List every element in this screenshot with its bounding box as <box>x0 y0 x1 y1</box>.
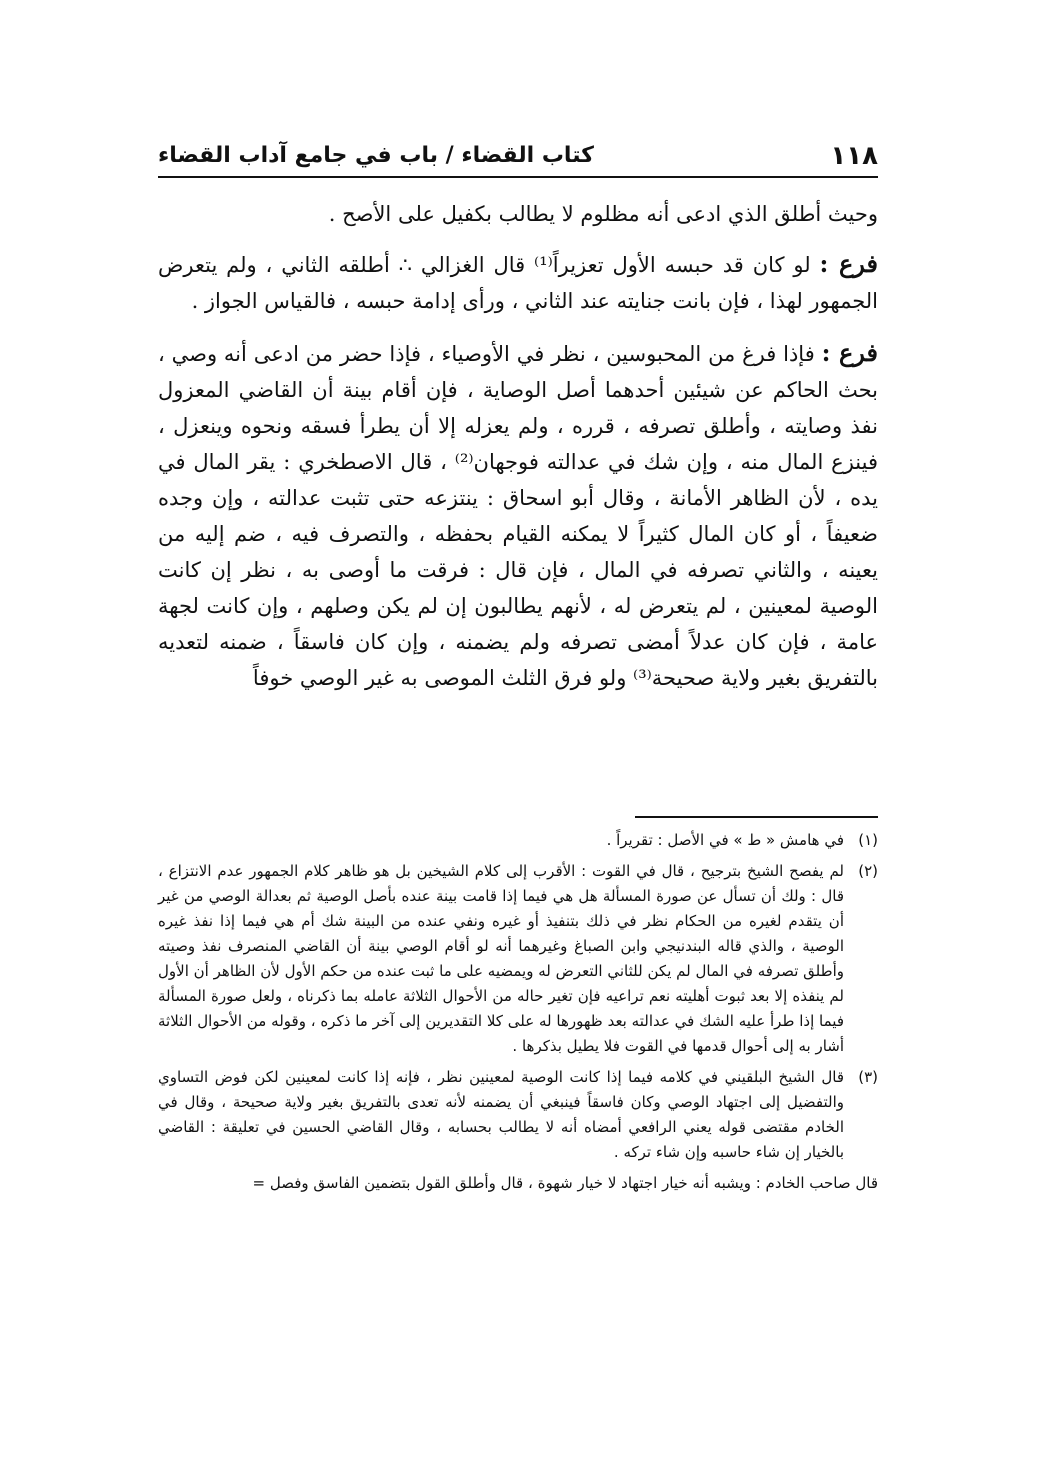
footnote-2-number: (٢) <box>858 862 878 880</box>
footnote-1-text: في هامش « ط » في الأصل : تقريراً . <box>606 831 844 849</box>
footnote-2-text: لم يفصح الشيخ بترجيح ، قال في القوت : الأقرب إلى كلام الشيخين بل هو ظاهر كلام الجمهور عدم الانتزاع ، قال : ولك أن تسأل عن صورة المسألة هل هي فيما إذا قامت بينة عنده بأصل الوصية ثم بعدالة الوصي من غير أن يتقدم لغيره من الحكام نظر في ذلك بتنفيذ أو غيره ونفي عنده من البينة شك أم هي فيما إذا نفذ غيره الوصية ، والذي قاله البندنيجي وابن الصباغ وغيرهما أنه لو أقام الوصي بينة أن القاضي المنصرف نفذ وصيته وأطلق تصرفه في المال لم يكن للثاني التعرض له ويمضيه على ما ثبت عنده من حكم الأول لأن الظاهر أن الأول لم ينفذه إلا بعد ثبوت أهليته نعم تراعيه فإن تغير حاله من الأحوال الثلاثة عامله بما ذكرناه ، ولعل صورة المسألة فيما إذا طرأ عليه الشك في عدالته بعد ظهورها له على كلا التقديرين إلى آخر ما ذكره ، وقوله من الأحوال الثلاثة أشار به إلى أحوال قدمها في القوت فلا يطيل بذكرها . <box>158 862 844 1055</box>
paragraph-2-term: فرع : <box>819 249 878 278</box>
footnote-1-number: (١) <box>858 831 878 849</box>
footnote-continuation: قال صاحب الخادم : ويشبه أنه خيار اجتهاد لا خيار شهوة ، قال وأطلق القول بتضمين الفاسق وفصل = <box>252 1174 878 1192</box>
footnote-1 <box>158 828 878 853</box>
footnote-3-number: (٣) <box>858 1068 878 1086</box>
paragraph-3 <box>158 335 878 696</box>
footnote-3 <box>158 1065 878 1165</box>
paragraph-2 <box>158 246 878 319</box>
footnote-3-text: قال الشيخ البلقيني في كلامه فيما إذا كانت الوصية لمعينين نظر ، فإنه إذا كانت لمعينين لكن فوض التساوي والتفضيل إلى اجتهاد الوصي وكان فاسقاً فينبغي أن يضمنه لأنه تعدى بالتفريق بغير ولاية صحيحة ، وقال في الخادم مقتضى قوله يعني الرافعي أمضاه أنه لا يطالب بحسابه ، وقال القاضي الحسين في تعليقة : القاضي بالخيار إن شاء حاسبه وإن شاء تركه . <box>158 1068 844 1161</box>
running-header <box>158 133 878 173</box>
footnotes <box>158 828 878 1196</box>
page-number: ١١٨ <box>830 141 878 171</box>
header-divider <box>158 176 878 178</box>
paragraph-1: وحيث أطلق الذي ادعى أنه مظلوم لا يطالب بكفيل على الأصح . <box>328 202 878 226</box>
paragraph-3-term: فرع : <box>821 338 879 367</box>
footnote-2 <box>158 859 878 1059</box>
main-text <box>158 196 878 712</box>
paragraph-2-text: لو كان قد حبسه الأول تعزيراً⁽¹⁾ قال الغزالي ∴ أطلقه الثاني ، ولم يتعرض الجمهور لهذا ، فإن بانت جنايته عند الثاني ، ورأى إدامة حبسه ، فالقياس الجواز . <box>158 253 878 313</box>
chapter-title: كتاب القضاء / باب في جامع آداب القضاء <box>158 143 594 168</box>
paragraph-3-text: فإذا فرغ من المحبوسين ، نظر في الأوصياء ، فإذا حضر من ادعى أنه وصي ، بحث الحاكم عن شيئين أحدهما أصل الوصاية ، فإن أقام بينة أن القاضي المعزول نفذ وصايته ، وأطلق تصرفه ، قرره ، ولم يعزله إلا أن يطرأ فسقه ونحوه وينعزل ، فينزع المال منه ، وإن شك في عدالته فوجهان⁽²⁾ ، قال الاصطخري : يقر المال في يده ، لأن الظاهر الأمانة ، وقال أبو اسحاق : ينتزعه حتى تثبت عدالته ، وإن وجده ضعيفاً ، أو كان المال كثيراً لا يمكنه القيام بحفظه ، والتصرف فيه ، ضم إليه من يعينه ، والثاني تصرفه في المال ، فإن قال : فرقت ما أوصى به ، نظر إن كانت الوصية لمعينين ، لم يتعرض له ، لأنهم يطالبون إن لم يكن وصلهم ، وإن كانت لجهة عامة ، فإن كان عدلاً أمضى تصرفه ولم يضمنه ، وإن كان فاسقاً ، ضمنه لتعديه بالتفريق بغير ولاية صحيحة⁽³⁾ ولو فرق الثلث الموصى به غير الوصي خوفاً <box>158 342 879 690</box>
footnote-divider <box>635 816 878 818</box>
